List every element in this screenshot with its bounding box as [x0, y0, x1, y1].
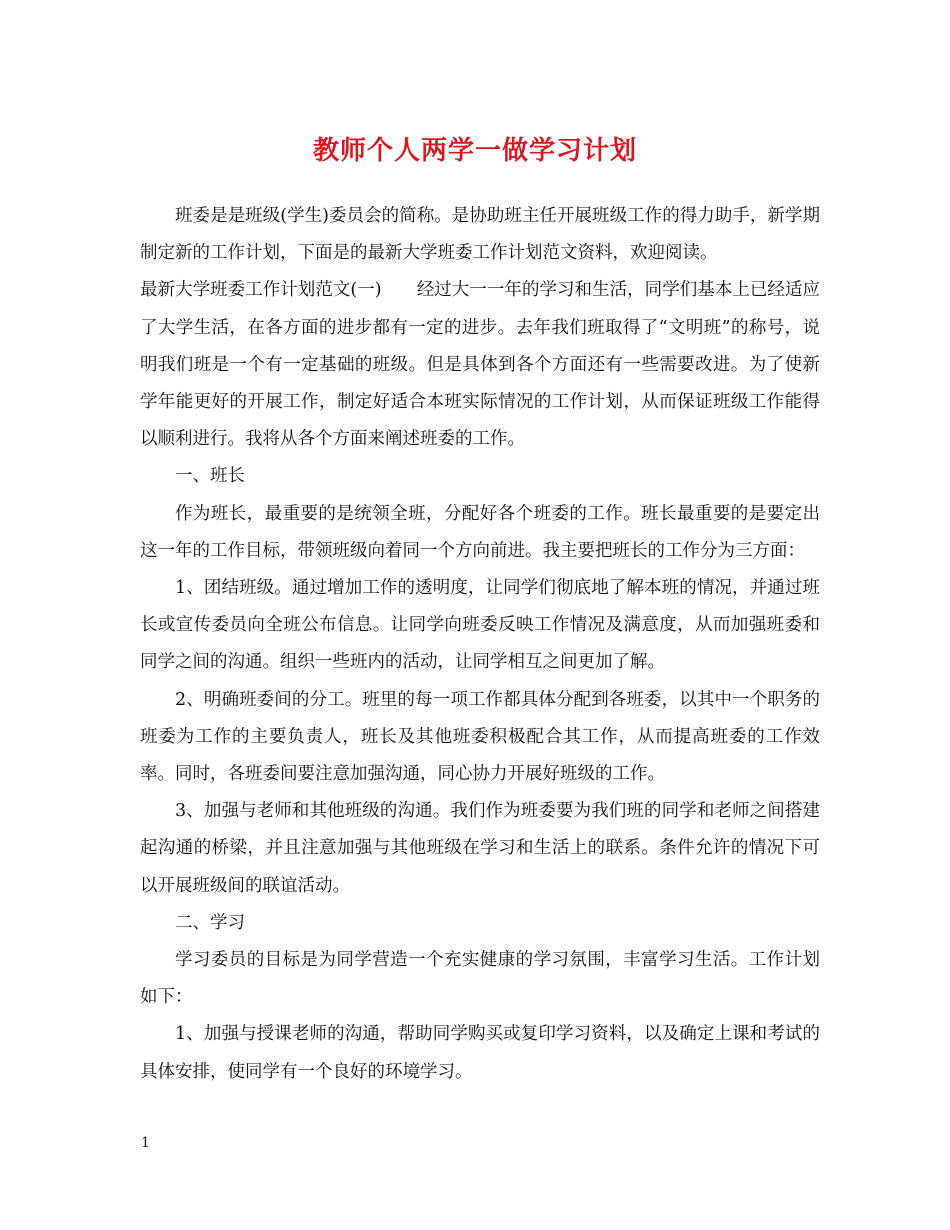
study-paragraph: 学习委员的目标是为同学营造一个充实健康的学习氛围，丰富学习生活。工作计划如下：: [140, 950, 820, 1008]
section-heading-monitor: 一、班长: [175, 466, 245, 487]
intro-paragraph: 班委是是班级(学生)委员会的简称。是协助班主任开展班级工作的得力助手，新学期制定新的工作计划，下面是的最新大学班委工作计划范文资料，欢迎阅读。: [140, 206, 820, 264]
section-heading-study: 二、学习: [175, 912, 245, 933]
study-item-1: 1、加强与授课老师的沟通，帮助同学购买或复印学习资料，以及确定上课和考试的具体安排，使同学有一个良好的环境学习。: [140, 1024, 820, 1082]
monitor-item-1: 1、团结班级。通过增加工作的透明度，让同学们彻底地了解本班的情况，并通过班长或宣传委员向全班公布信息。让同学向班委反映工作情况及满意度，从而加强班委和同学之间的沟通。组织一些班内的活动，让同学相互之间更加了解。: [140, 578, 820, 673]
document-title: 教师个人两学一做学习计划: [312, 136, 637, 166]
sample-paragraph: 最新大学班委工作计划范文(一) 经过大一一年的学习和生活，同学们基本上已经适应了大学生活，在各方面的进步都有一定的进步。去年我们班取得了“文明班”的称号，说明我们班是一个有一定基础的班级。但是具体到各个方面还有一些需要改进。为了使新学年能更好的开展工作，制定好适合本班实际情况的工作计划，从而保证班级工作能得以顺利进行。我将从各个方面来阐述班委的工作。: [140, 280, 820, 450]
monitor-item-3: 3、加强与老师和其他班级的沟通。我们作为班委要为我们班的同学和老师之间搭建起沟通的桥梁，并且注意加强与其他班级在学习和生活上的联系。条件允许的情况下可以开展班级间的联谊活动。: [140, 801, 820, 896]
page-number: 1: [141, 1135, 150, 1151]
monitor-paragraph: 作为班长，最重要的是统领全班，分配好各个班委的工作。班长最重要的是要定出这一年的工作目标，带领班级向着同一个方向前进。我主要把班长的工作分为三方面：: [140, 503, 820, 561]
monitor-item-2: 2、明确班委间的分工。班里的每一项工作都具体分配到各班委，以其中一个职务的班委为工作的主要负责人，班长及其他班委积极配合其工作，从而提高班委的工作效率。同时，各班委间要注意加强沟通，同心协力开展好班级的工作。: [140, 689, 820, 785]
document-body: [140, 198, 820, 1091]
